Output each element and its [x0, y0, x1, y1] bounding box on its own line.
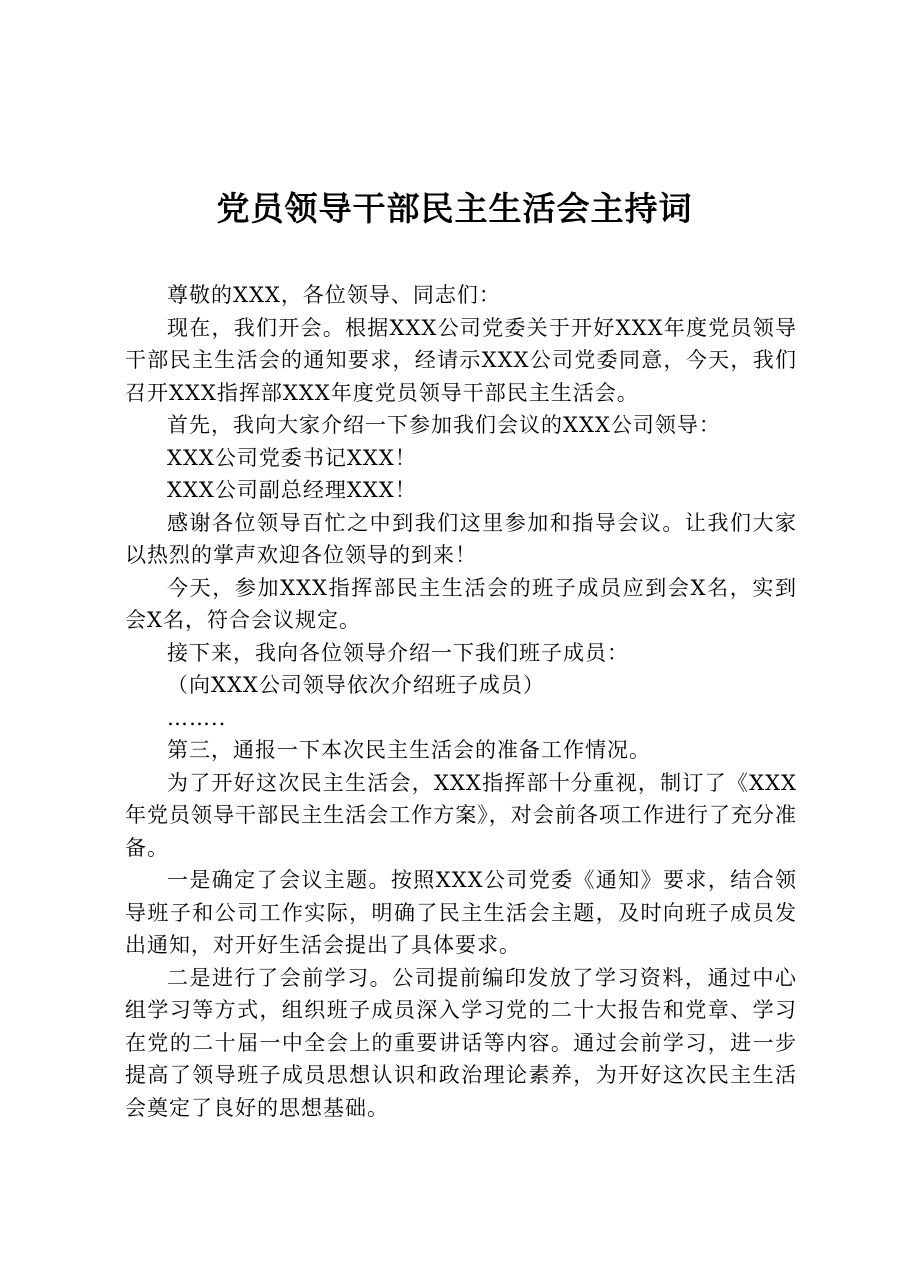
paragraph-third: 第三，通报一下本次民主生活会的准备工作情况。 — [167, 738, 651, 762]
paragraph-salutation: 尊敬的XXX，各位领导、同志们： — [167, 283, 501, 307]
paragraph-preparation: 为了开好这次民主生活会，XXX指挥部十分重视，制订了《XXX年党员领导干部民主生活会工作方案》，对会前各项工作进行了充分准备。 — [125, 770, 797, 860]
paragraph-topic: 一是确定了会议主题。按照XXX公司党委《通知》要求，结合领导班子和公司工作实际，明确了民主生活会主题，及时向班子成员发出通知，对开好生活会提出了具体要求。 — [125, 868, 797, 957]
paragraph-introduce-note: （向XXX公司领导依次介绍班子成员） — [167, 673, 545, 697]
paragraph-attendance: 今天，参加XXX指挥部民主生活会的班子成员应到会X名，实到会X名，符合会议规定。 — [125, 575, 797, 632]
document-title: 党员领导干部民主生活会主持词 — [216, 189, 693, 228]
paragraph-thanks: 感谢各位领导百忙之中到我们这里参加和指导会议。让我们大家以热烈的掌声欢迎各位领导的到来！ — [125, 510, 797, 567]
paragraph-leader-secretary: XXX公司党委书记XXX！ — [167, 445, 417, 470]
document-body — [125, 279, 797, 1124]
paragraph-leader-vice-manager: XXX公司副总经理XXX！ — [167, 478, 417, 502]
paragraph-study: 二是进行了会前学习。公司提前编印发放了学习资料，通过中心组学习等方式，组织班子成员深入学习党的二十大报告和党章、学习在党的二十届一中全会上的重要讲话等内容。通过会前学习，进一步提高了领导班子成员思想认识和政治理论素养，为开好这次民主生活会奠定了良好的思想基础。 — [125, 965, 797, 1120]
paragraph-introduce-leaders: 首先，我向大家介绍一下参加我们会议的XXX公司领导： — [167, 413, 721, 437]
paragraph-ellipsis: …….. — [167, 705, 227, 730]
paragraph-introduce-members: 接下来，我向各位领导介绍一下我们班子成员： — [167, 640, 629, 665]
paragraph-opening: 现在，我们开会。根据XXX公司党委关于开好XXX年度党员领导干部民主生活会的通知要求，经请示XXX公司党委同意，今天，我们召开XXX指挥部XXX年度党员领导干部民主生活会。 — [125, 315, 797, 405]
